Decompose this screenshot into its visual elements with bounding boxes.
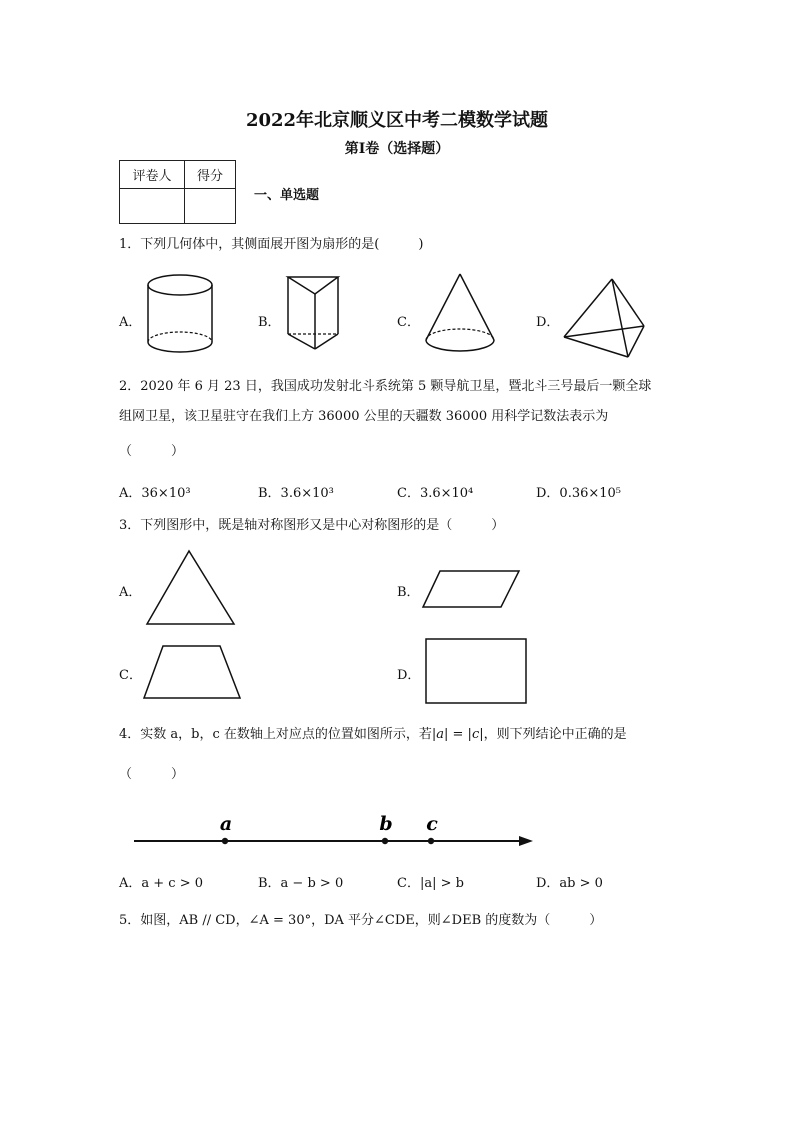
- point-a: [222, 838, 228, 844]
- triangular-pyramid-figure: [560, 275, 650, 365]
- q4-option-b: B．a − b > 0: [258, 876, 344, 891]
- q1-option-a-label: A．: [119, 315, 142, 330]
- page-title: 2022年北京顺义区中考二模数学试题: [245, 110, 549, 131]
- score-table-header-grader: 评卷人: [120, 161, 185, 189]
- number-line-figure: [132, 808, 542, 853]
- label-a: a: [219, 813, 233, 835]
- q4-option-d: D．ab > 0: [536, 876, 603, 891]
- section-heading: 一、单选题: [254, 188, 320, 203]
- point-c: [428, 838, 434, 844]
- q4-option-a: A．a + c > 0: [119, 876, 204, 891]
- cylinder-figure: [140, 270, 220, 360]
- q4-option-c: C．|a| > b: [397, 876, 464, 891]
- q3-option-a-label: A．: [119, 585, 142, 600]
- q1-option-c-label: C．: [397, 315, 420, 330]
- q1-option-b-label: B．: [258, 315, 281, 330]
- question-1-text: 1．下列几何体中，其侧面展开图为扇形的是( ): [119, 237, 424, 252]
- page-subtitle: 第I卷（选择题）: [344, 141, 450, 157]
- parallelogram-figure: [422, 570, 522, 610]
- question-4-abs-expression: |a| = |c|: [431, 727, 484, 742]
- arrow-head-icon: [519, 836, 533, 846]
- q1-option-d-label: D．: [536, 315, 560, 330]
- trapezoid-figure: [143, 645, 243, 701]
- q2-option-d: D．0.36×10⁵: [536, 486, 622, 501]
- question-2-line-1: 2．2020 年 6 月 23 日，我国成功发射北斗系统第 5 颗导航卫星，暨北斗三号最后一颗全球: [119, 379, 652, 394]
- cone-figure: [420, 270, 500, 360]
- score-table-cell-score: [185, 189, 236, 224]
- q2-option-b: B．3.6×10³: [258, 486, 334, 501]
- q3-option-b-label: B．: [397, 585, 420, 600]
- score-table: [119, 160, 236, 224]
- question-4-text: [119, 726, 627, 744]
- q3-option-d-label: D．: [397, 668, 421, 683]
- q3-option-c-label: C．: [119, 668, 142, 683]
- question-4-answer-paren: （ ）: [119, 767, 185, 782]
- question-2-answer-paren: （ ）: [119, 444, 185, 459]
- point-b: [382, 838, 388, 844]
- question-4-text-post: ，则下列结论中正确的是: [483, 727, 627, 742]
- score-table-header-score: 得分: [185, 161, 236, 189]
- label-c: c: [426, 813, 438, 835]
- question-3-text: 3．下列图形中，既是轴对称图形又是中心对称图形的是（ ）: [119, 518, 505, 533]
- q2-option-a: A．36×10³: [119, 486, 191, 501]
- q2-option-c: C．3.6×10⁴: [397, 486, 474, 501]
- score-table-cell-grader: [120, 189, 185, 224]
- triangle-figure: [146, 550, 236, 630]
- label-b: b: [379, 813, 393, 835]
- question-5-text: 5．如图，AB // CD，∠A = 30°，DA 平分∠CDE，则∠DEB 的度数为（ ）: [119, 913, 603, 928]
- question-2-line-2: 组网卫星，该卫星驻守在我们上方 36000 公里的天疆数 36000 用科学记数法表示为: [119, 409, 609, 424]
- triangular-prism-figure: [282, 272, 362, 362]
- rectangle-figure: [425, 638, 529, 706]
- question-4-text-pre: 4．实数 a，b，c 在数轴上对应点的位置如图所示，若: [119, 727, 432, 742]
